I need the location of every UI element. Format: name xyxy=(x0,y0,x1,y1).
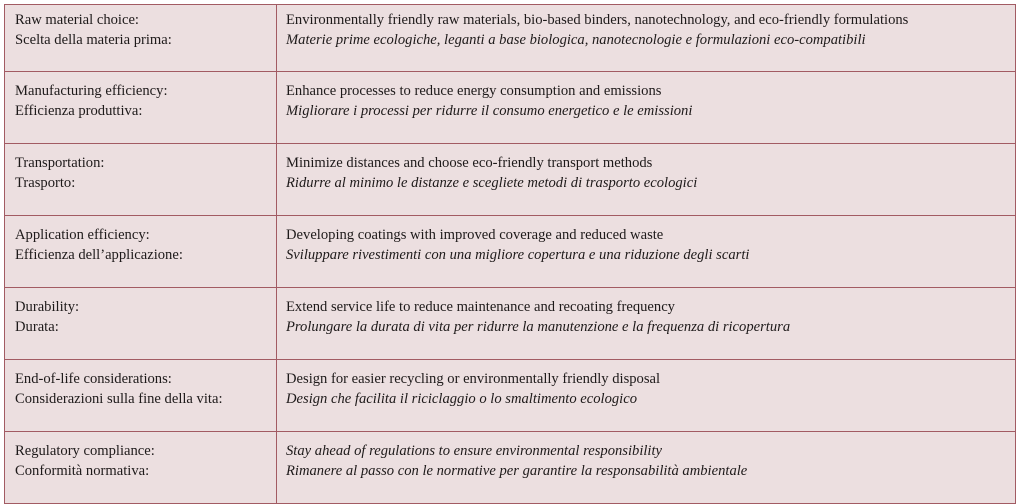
label-italian: Durata: xyxy=(15,319,59,335)
label-english: Transportation: xyxy=(15,155,105,171)
label-italian: Scelta della materia prima: xyxy=(15,32,172,48)
description-english: Enhance processes to reduce energy consumption and emissions xyxy=(286,83,662,99)
description-english: Developing coatings with improved coverage and reduced waste xyxy=(286,227,664,243)
label-english: End-of-life considerations: xyxy=(15,371,172,387)
description-cell xyxy=(277,432,1016,504)
description-cell xyxy=(277,144,1016,216)
description-italian: Prolungare la durata di vita per ridurre la manutenzione e la frequenza di ricopertura xyxy=(286,319,791,335)
label-cell xyxy=(5,432,277,504)
description-cell xyxy=(277,360,1016,432)
description-english: Stay ahead of regulations to ensure environmental responsibility xyxy=(286,443,663,459)
label-italian: Trasporto: xyxy=(15,175,76,191)
label-english: Manufacturing efficiency: xyxy=(15,83,168,99)
label-english: Regulatory compliance: xyxy=(15,443,155,459)
label-cell xyxy=(5,216,277,288)
label-italian: Efficienza dell’applicazione: xyxy=(15,247,183,263)
description-italian: Sviluppare rivestimenti con una migliore copertura e una riduzione degli scarti xyxy=(286,247,750,263)
label-cell xyxy=(5,360,277,432)
description-english: Extend service life to reduce maintenance and recoating frequency xyxy=(286,299,675,315)
label-italian: Efficienza produttiva: xyxy=(15,103,143,119)
label-cell xyxy=(5,72,277,144)
description-italian: Rimanere al passo con le normative per garantire la responsabilità ambientale xyxy=(286,463,748,479)
table-row xyxy=(5,216,1016,288)
description-italian: Design che facilita il riciclaggio o lo smaltimento ecologico xyxy=(286,391,637,407)
description-english: Environmentally friendly raw materials, bio-based binders, nanotechnology, and eco-friendly formulations xyxy=(286,12,909,28)
label-italian: Considerazioni sulla fine della vita: xyxy=(15,391,223,407)
table-row xyxy=(5,360,1016,432)
sustainability-table xyxy=(4,4,1016,504)
label-cell xyxy=(5,5,277,72)
label-english: Durability: xyxy=(15,299,80,315)
table-row xyxy=(5,432,1016,504)
description-cell xyxy=(277,288,1016,360)
label-cell xyxy=(5,144,277,216)
label-cell xyxy=(5,288,277,360)
label-english: Raw material choice: xyxy=(15,12,139,28)
description-cell xyxy=(277,5,1016,72)
description-italian: Migliorare i processi per ridurre il consumo energetico e le emissioni xyxy=(286,103,693,119)
description-cell xyxy=(277,72,1016,144)
label-italian: Conformità normativa: xyxy=(15,463,150,479)
description-italian: Materie prime ecologiche, leganti a base biologica, nanotecnologie e formulazioni eco-compatibili xyxy=(286,32,866,48)
description-english: Design for easier recycling or environmentally friendly disposal xyxy=(286,371,661,387)
table-row xyxy=(5,5,1016,72)
table-row xyxy=(5,288,1016,360)
label-english: Application efficiency: xyxy=(15,227,150,243)
table-row xyxy=(5,144,1016,216)
description-english: Minimize distances and choose eco-friendly transport methods xyxy=(286,155,653,171)
description-italian: Ridurre al minimo le distanze e scegliete metodi di trasporto ecologici xyxy=(286,175,698,191)
table-row xyxy=(5,72,1016,144)
description-cell xyxy=(277,216,1016,288)
